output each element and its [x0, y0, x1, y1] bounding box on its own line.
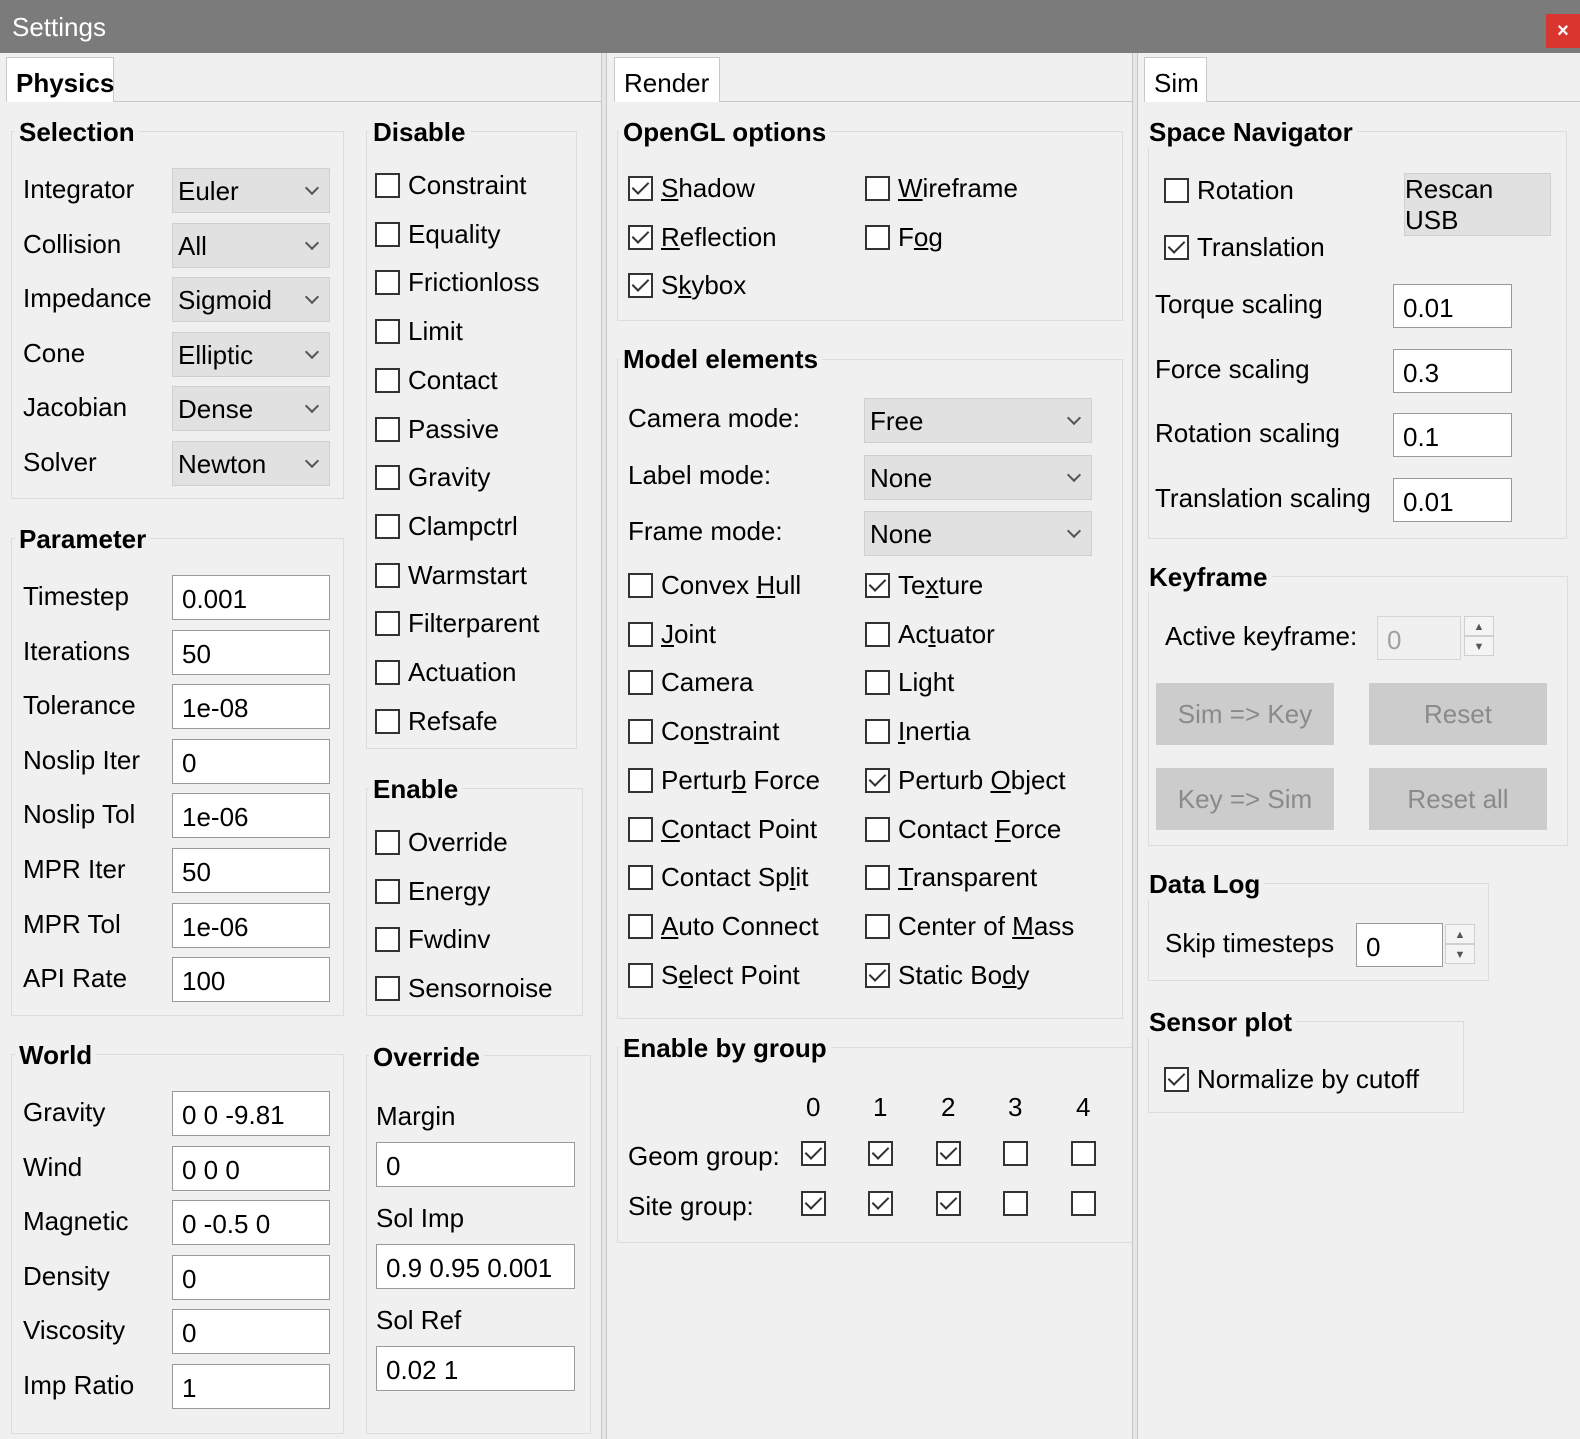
scaling-label: Force scaling [1155, 353, 1310, 384]
model-element-checkbox[interactable] [865, 963, 890, 988]
scaling-input[interactable]: 0.3 [1393, 349, 1512, 393]
mode-label: Label mode: [628, 459, 772, 490]
tab-sim[interactable]: Sim [1144, 57, 1207, 102]
rotation-checkbox[interactable] [1164, 178, 1189, 203]
group-column-label: 1 [873, 1092, 888, 1122]
enable-item-checkbox[interactable] [375, 976, 400, 1001]
selection-label: Solver [23, 447, 97, 477]
model-element-checkbox[interactable] [865, 768, 890, 793]
window-title: Settings [12, 12, 106, 42]
model-element-checkbox[interactable] [628, 914, 653, 939]
world-label: Density [23, 1260, 110, 1291]
site-group-label: Site group: [628, 1191, 754, 1221]
tab-divider [1207, 101, 1580, 102]
skip-timesteps-input[interactable]: 0 [1356, 923, 1443, 967]
world-title: World [15, 1040, 96, 1071]
parameter-input[interactable]: 0.001 [172, 575, 330, 620]
rescan-usb-button[interactable]: Rescan USB [1404, 173, 1551, 236]
world-label: Gravity [23, 1097, 106, 1127]
tab-render[interactable]: Render [614, 57, 720, 102]
model-element-checkbox[interactable] [865, 865, 890, 890]
disable-item-label: Clampctrl [408, 510, 518, 541]
model-element-label: Convex Hull [661, 570, 802, 600]
selection-label: Collision [23, 228, 122, 259]
model-element-checkbox[interactable] [865, 719, 890, 744]
site-group-checkbox[interactable] [868, 1191, 893, 1216]
opengl-option-label: Fog [898, 221, 943, 252]
geom-group-checkbox[interactable] [1003, 1141, 1028, 1166]
group-column-label: 0 [806, 1092, 821, 1122]
physics-panel [0, 53, 601, 1439]
sim-to-key-button[interactable]: Sim => Key [1156, 683, 1334, 745]
model-element-label: Camera [661, 667, 754, 698]
model-element-label: Perturb Object [898, 764, 1066, 795]
opengl-option-label: Reflection [661, 221, 777, 252]
disable-item-checkbox[interactable] [375, 611, 400, 636]
skip-timesteps-spinner[interactable] [1445, 924, 1475, 964]
site-group-checkbox[interactable] [801, 1191, 826, 1216]
space-navigator-title: Space Navigator [1145, 117, 1357, 148]
world-input[interactable]: 0 -0.5 0 [172, 1200, 330, 1245]
opengl-option-checkbox[interactable] [628, 225, 653, 250]
rotation-label: Rotation [1197, 175, 1294, 205]
world-label: Imp Ratio [23, 1370, 135, 1400]
model-element-label: Joint [661, 618, 716, 649]
override-input[interactable]: 0.9 0.95 0.001 [376, 1244, 575, 1289]
model-element-checkbox[interactable] [628, 768, 653, 793]
active-keyframe-label: Active keyframe: [1165, 621, 1358, 651]
scaling-input[interactable]: 0.01 [1393, 284, 1512, 328]
parameter-label: Iterations [23, 635, 130, 666]
opengl-option-checkbox[interactable] [865, 225, 890, 250]
disable-item-label: Refsafe [408, 705, 498, 736]
opengl-option-label: Wireframe [898, 173, 1018, 203]
model-element-label: Inertia [898, 716, 971, 747]
selection-label: Jacobian [23, 392, 128, 423]
data-log-title: Data Log [1145, 869, 1264, 900]
tab-divider [114, 101, 601, 102]
translation-label: Translation [1197, 232, 1325, 262]
override-input[interactable]: 0 [376, 1142, 575, 1187]
enable-item-checkbox[interactable] [375, 879, 400, 904]
selection-label: Impedance [23, 283, 152, 314]
disable-item-checkbox[interactable] [375, 368, 400, 393]
disable-item-label: Equality [408, 218, 501, 249]
disable-title: Disable [369, 117, 470, 148]
scaling-input[interactable]: 0.01 [1393, 478, 1512, 522]
mode-dropdown[interactable]: None [864, 455, 1092, 500]
selection-dropdown[interactable]: Dense [172, 386, 330, 431]
opengl-title: OpenGL options [619, 117, 830, 148]
parameter-input[interactable]: 50 [172, 630, 330, 675]
translation-checkbox[interactable] [1164, 235, 1189, 260]
geom-group-label: Geom group: [628, 1141, 780, 1171]
model-element-label: Contact Point [661, 813, 818, 844]
parameter-input[interactable]: 50 [172, 848, 330, 893]
override-title: Override [369, 1042, 484, 1073]
enable-item-label: Fwdinv [408, 924, 491, 955]
render-panel [607, 53, 1132, 1439]
world-input[interactable]: 0 [172, 1309, 330, 1354]
parameter-label: Noslip Iter [23, 744, 141, 775]
tab-physics[interactable]: Physics [6, 57, 114, 102]
disable-item-label: Frictionloss [408, 267, 540, 298]
key-to-sim-button[interactable]: Key => Sim [1156, 768, 1334, 830]
model-element-label: Auto Connect [661, 910, 819, 941]
model-element-checkbox[interactable] [865, 817, 890, 842]
enable-item-checkbox[interactable] [375, 830, 400, 855]
selection-title: Selection [15, 117, 139, 148]
world-input[interactable]: 0 0 -9.81 [172, 1091, 330, 1136]
disable-item-checkbox[interactable] [375, 514, 400, 539]
selection-label: Integrator [23, 174, 135, 204]
active-keyframe-input: 0 [1377, 616, 1461, 660]
model-element-checkbox[interactable] [628, 817, 653, 842]
enable-title: Enable [369, 774, 462, 805]
parameter-label: MPR Iter [23, 854, 126, 884]
model-element-label: Perturb Force [661, 764, 820, 795]
override-label: Margin [376, 1101, 456, 1131]
selection-dropdown[interactable]: All [172, 223, 330, 268]
parameter-input[interactable]: 1e-06 [172, 903, 330, 948]
disable-item-label: Limit [408, 316, 463, 347]
selection-dropdown[interactable]: Newton [172, 441, 330, 486]
model-element-label: Light [898, 667, 955, 698]
disable-item-label: Constraint [408, 170, 527, 200]
spin-down-icon: ▼ [1464, 636, 1494, 656]
site-group-checkbox[interactable] [1003, 1191, 1028, 1216]
disable-item-label: Contact [408, 364, 498, 395]
opengl-option-checkbox[interactable] [628, 176, 653, 201]
skip-timesteps-label: Skip timesteps [1165, 928, 1335, 958]
disable-item-checkbox[interactable] [375, 319, 400, 344]
disable-item-checkbox[interactable] [375, 709, 400, 734]
mode-label: Frame mode: [628, 516, 783, 547]
model-element-label: Texture [898, 570, 984, 600]
disable-item-checkbox[interactable] [375, 417, 400, 442]
normalize-by-cutoff-label: Normalize by cutoff [1197, 1064, 1420, 1094]
parameter-input[interactable]: 100 [172, 957, 330, 1002]
disable-item-label: Passive [408, 413, 500, 444]
world-input[interactable]: 0 0 0 [172, 1146, 330, 1191]
override-label: Sol Ref [376, 1305, 462, 1335]
model-elements-title: Model elements [619, 344, 822, 375]
parameter-input[interactable]: 1e-06 [172, 793, 330, 838]
model-element-checkbox[interactable] [865, 622, 890, 647]
parameter-input[interactable]: 1e-08 [172, 684, 330, 729]
opengl-option-checkbox[interactable] [628, 273, 653, 298]
selection-dropdown[interactable]: Elliptic [172, 332, 330, 377]
scaling-label: Rotation scaling [1155, 418, 1340, 448]
parameter-label: MPR Tol [23, 908, 121, 939]
enable-by-group-title: Enable by group [619, 1033, 831, 1064]
world-input[interactable]: 1 [172, 1364, 330, 1409]
sim-panel [1138, 53, 1580, 1439]
parameter-label: API Rate [23, 963, 128, 994]
model-element-checkbox[interactable] [865, 670, 890, 695]
model-element-label: Select Point [661, 959, 800, 990]
spin-up-icon: ▲ [1464, 616, 1494, 636]
opengl-option-checkbox[interactable] [865, 176, 890, 201]
keyframe-title: Keyframe [1145, 562, 1272, 593]
sensor-plot-title: Sensor plot [1145, 1007, 1296, 1038]
site-group-checkbox[interactable] [936, 1191, 961, 1216]
parameter-title: Parameter [15, 524, 150, 555]
scaling-label: Torque scaling [1155, 289, 1323, 319]
model-element-checkbox[interactable] [865, 914, 890, 939]
parameter-label: Tolerance [23, 690, 136, 721]
model-element-checkbox[interactable] [628, 865, 653, 890]
scaling-label: Translation scaling [1155, 482, 1371, 513]
active-keyframe-spinner [1464, 616, 1494, 656]
disable-item-checkbox[interactable] [375, 270, 400, 295]
group-column-label: 4 [1076, 1092, 1091, 1122]
spin-up-icon[interactable]: ▲ [1445, 924, 1475, 944]
normalize-by-cutoff-checkbox[interactable] [1164, 1067, 1189, 1092]
disable-item-label: Warmstart [408, 559, 527, 590]
world-label: Viscosity [23, 1315, 126, 1346]
parameter-label: Noslip Tol [23, 799, 136, 830]
model-element-label: Constraint [661, 716, 780, 747]
disable-item-checkbox[interactable] [375, 173, 400, 198]
parameter-label: Timestep [23, 581, 129, 611]
disable-item-checkbox[interactable] [375, 465, 400, 490]
group-column-label: 3 [1008, 1092, 1023, 1122]
disable-item-checkbox[interactable] [375, 563, 400, 588]
model-element-label: Actuator [898, 618, 995, 649]
model-element-label: Static Body [898, 959, 1030, 990]
world-label: Magnetic [23, 1206, 129, 1237]
close-button[interactable]: × [1546, 14, 1580, 48]
model-element-label: Center of Mass [898, 910, 1075, 941]
reset-all-button[interactable]: Reset all [1369, 768, 1547, 830]
mode-dropdown[interactable]: Free [864, 398, 1092, 443]
override-label: Sol Imp [376, 1203, 465, 1233]
disable-item-checkbox[interactable] [375, 222, 400, 247]
world-label: Wind [23, 1151, 83, 1182]
enable-item-checkbox[interactable] [375, 927, 400, 952]
mode-dropdown[interactable]: None [864, 511, 1092, 556]
site-group-checkbox[interactable] [1071, 1191, 1096, 1216]
disable-item-label: Actuation [408, 657, 517, 687]
enable-item-label: Energy [408, 875, 491, 906]
mode-label: Camera mode: [628, 403, 800, 433]
model-element-label: Contact Split [661, 862, 809, 893]
opengl-option-label: Shadow [661, 173, 755, 203]
reset-button[interactable]: Reset [1369, 683, 1547, 745]
override-input[interactable]: 0.02 1 [376, 1346, 575, 1391]
model-element-checkbox[interactable] [628, 963, 653, 988]
scaling-input[interactable]: 0.1 [1393, 413, 1512, 457]
model-element-checkbox[interactable] [628, 670, 653, 695]
disable-item-checkbox[interactable] [375, 660, 400, 685]
disable-item-label: Gravity [408, 462, 491, 493]
model-element-label: Transparent [898, 862, 1038, 893]
world-input[interactable]: 0 [172, 1255, 330, 1300]
model-element-checkbox[interactable] [865, 573, 890, 598]
selection-label: Cone [23, 337, 86, 368]
group-column-label: 2 [941, 1092, 956, 1122]
geom-group-checkbox[interactable] [936, 1141, 961, 1166]
title-bar [0, 0, 1580, 53]
enable-item-label: Override [408, 827, 508, 857]
selection-dropdown[interactable]: Euler [172, 168, 330, 213]
model-element-checkbox[interactable] [628, 622, 653, 647]
tab-divider [720, 101, 1132, 102]
selection-dropdown[interactable]: Sigmoid [172, 277, 330, 322]
disable-item-label: Filterparent [408, 608, 540, 639]
spin-down-icon[interactable]: ▼ [1445, 944, 1475, 964]
geom-group-checkbox[interactable] [868, 1141, 893, 1166]
enable-item-label: Sensornoise [408, 973, 553, 1004]
geom-group-checkbox[interactable] [801, 1141, 826, 1166]
model-element-label: Contact Force [898, 813, 1062, 844]
opengl-option-label: Skybox [661, 270, 747, 301]
geom-group-checkbox[interactable] [1071, 1141, 1096, 1166]
model-element-checkbox[interactable] [628, 719, 653, 744]
parameter-input[interactable]: 0 [172, 739, 330, 784]
model-element-checkbox[interactable] [628, 573, 653, 598]
